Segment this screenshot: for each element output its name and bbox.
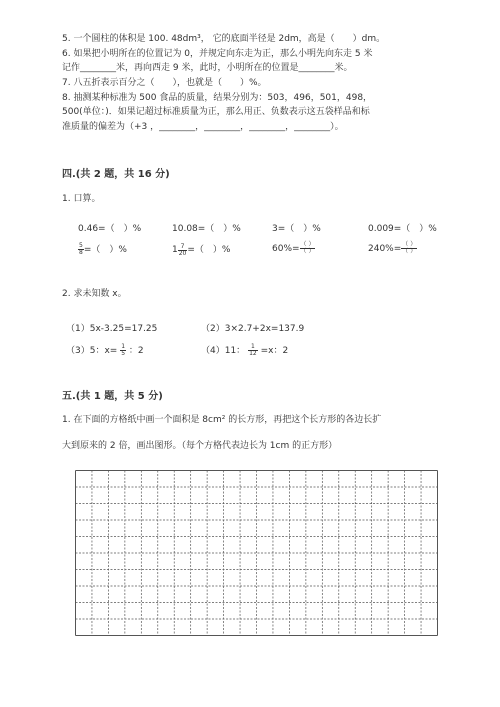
calc-head: 240%= xyxy=(368,244,402,254)
fraction-numerator: （ ） xyxy=(300,241,315,248)
calc-tail: =（ ）% xyxy=(83,245,127,255)
mixed-whole: 1 xyxy=(172,245,178,255)
question-6-line-1: 6. 如果把小明所在的位置记为 0，并规定向东走为正，那么小明先向东走 5 米 xyxy=(62,49,373,59)
fraction xyxy=(401,242,417,255)
question-8-line-2: 500(单位：)．如果记超过标准质量为正，那么用正、负数表示这五袋样品和标 xyxy=(62,107,370,117)
calc-item: 10.08=（ ）% xyxy=(172,224,241,234)
calc-item: 3=（ ）% xyxy=(272,224,321,234)
section-4-title: 四.(共 2 题，共 16 分) xyxy=(62,169,170,180)
equation-head: （4）11： xyxy=(201,346,246,356)
graph-paper-grid[interactable] xyxy=(75,470,438,636)
question-6-line-2: 记作________米，再向西走 9 米，此时，小明所在的位置是________米。 xyxy=(62,63,353,73)
question-8-line-3: 准质量的偏差为（+3 ，________，________，________，________）。 xyxy=(62,122,344,132)
section-5-q1-line-2: 大到原来的 2 倍，画出图形。（每个方格代表边长为 1cm 的正方形） xyxy=(62,441,338,451)
question-8-line-1: 8. 抽测某种标准为 500 食品的质量，结果分别为：503，496，501，498， xyxy=(62,93,373,103)
calc-percent-fraction-item xyxy=(272,242,315,255)
fraction xyxy=(248,344,258,357)
fraction-denominator: （ ） xyxy=(300,248,315,255)
fraction-denominator: 20 xyxy=(178,249,187,257)
question-7: 7. 八五折表示百分之（ ），也就是（ ）%。 xyxy=(62,78,267,88)
fraction-numerator: 7 xyxy=(178,244,188,251)
fraction-numerator: 5 xyxy=(79,242,83,249)
fraction xyxy=(120,344,126,357)
equation-tail: ：2 xyxy=(128,346,144,356)
calc-tail: =（ ）% xyxy=(187,245,231,255)
question-5: 5. 一个圆柱的体积是 100. 48dm³， 它的底面半径是 2dm，高是（ ）dm。 xyxy=(62,34,386,44)
calc-item: 0.009=（ ）% xyxy=(368,224,437,234)
section-4-q2: 2. 求未知数 x。 xyxy=(62,289,127,299)
equation-4 xyxy=(201,343,288,357)
fraction xyxy=(178,244,188,257)
equation-tail: =x：2 xyxy=(260,346,289,356)
equation-2: （2）3×2.7+2x=137.9 xyxy=(201,324,305,334)
calc-fraction-item xyxy=(78,242,127,256)
equation-1: （1）5x-3.25=17.25 xyxy=(66,324,158,334)
calc-percent-fraction-item xyxy=(368,242,417,255)
fraction-numerator: 1 xyxy=(248,344,258,351)
section-4-q1: 1. 口算。 xyxy=(62,194,101,204)
calc-mixed-item xyxy=(172,242,230,257)
equation-3 xyxy=(66,343,144,357)
fraction-denominator: （ ） xyxy=(402,248,417,255)
fraction-denominator: 8 xyxy=(79,249,83,256)
calc-item: 0.46=（ ）% xyxy=(78,224,142,234)
equation-head: （3）5：x= xyxy=(66,346,118,356)
fraction-denominator: 12 xyxy=(249,350,257,357)
fraction-numerator: （ ） xyxy=(402,241,417,248)
calc-head: 60%= xyxy=(272,244,300,254)
section-5-title: 五.(共 1 题，共 5 分) xyxy=(62,391,163,402)
fraction-denominator: 5 xyxy=(121,350,126,357)
grid-svg xyxy=(75,470,438,636)
fraction-numerator: 1 xyxy=(121,343,126,350)
fraction xyxy=(300,242,316,255)
section-5-q1-line-1: 1. 在下面的方格纸中画一个面积是 8cm² 的长方形，再把这个长方形的各边长扩 xyxy=(62,415,382,425)
